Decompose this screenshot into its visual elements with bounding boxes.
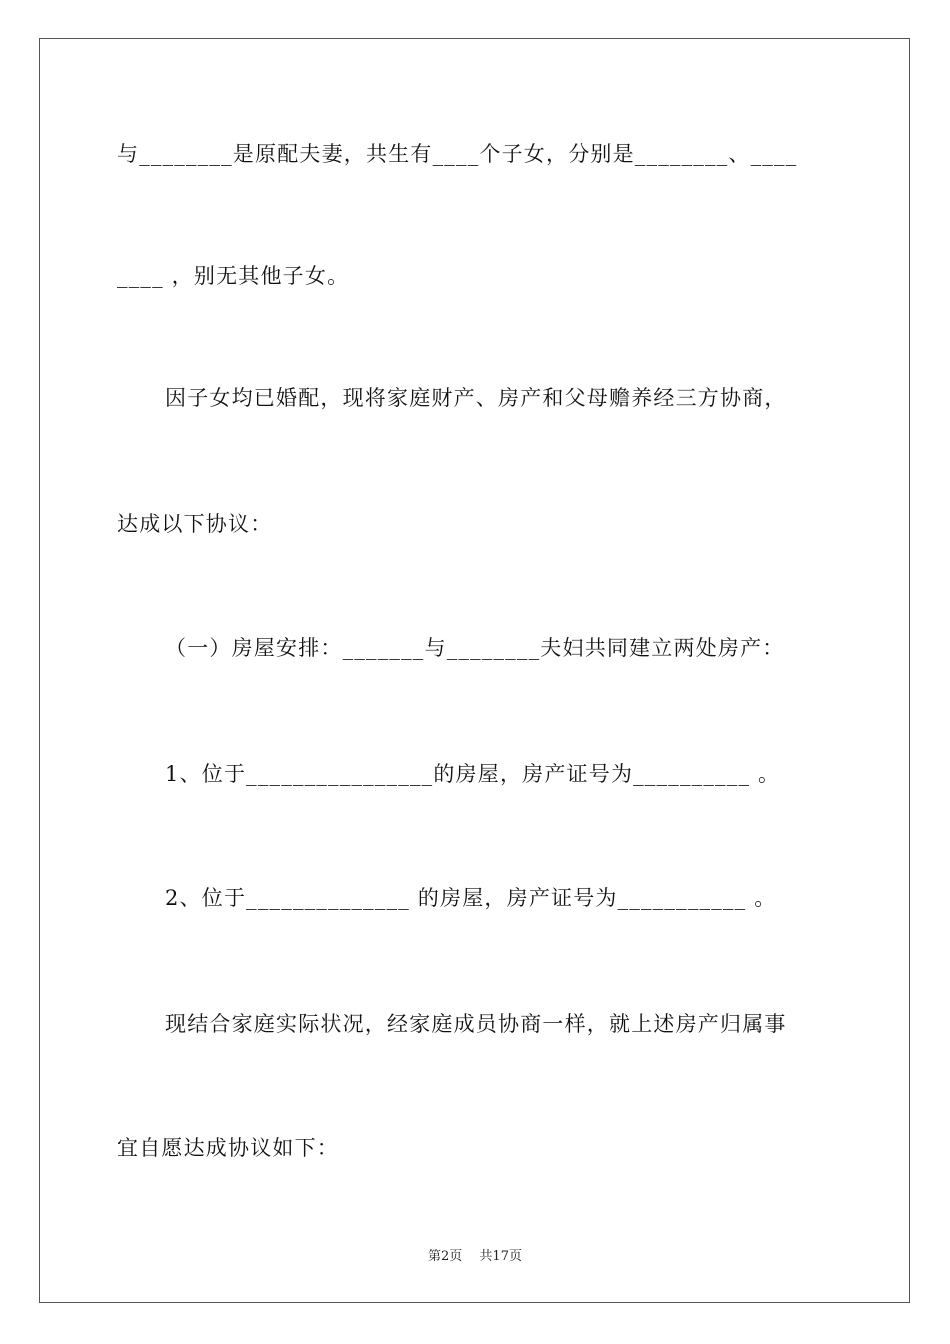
paragraph-children-line: ____ ，别无其他子女。 [117,264,350,288]
paragraph-agreement-line: 达成以下协议： [117,512,273,536]
property-item-1: 1、位于________________的房屋，房产证号为__________ 。 [165,762,781,786]
section-housing-heading: （一）房屋安排：_______与________夫妇共同建立两处房产： [165,636,785,660]
paragraph-consensus-line: 现结合家庭实际状况，经家庭成员协商一样，就上述房产归属事 [165,1012,787,1036]
paragraph-spouse-line: 与________是原配夫妻，共生有____个子女，分别是________、____ [117,142,798,166]
page-number-footer: 第2页 共17页 [428,1249,522,1264]
page-frame [39,38,910,1303]
paragraph-intro-line: 因子女均已婚配，现将家庭财产、房产和父母赡养经三方协商， [165,386,787,410]
paragraph-consensus-continued: 宜自愿达成协议如下： [117,1136,339,1160]
property-item-2: 2、位于______________ 的房屋，房产证号为___________ 。 [165,886,777,910]
